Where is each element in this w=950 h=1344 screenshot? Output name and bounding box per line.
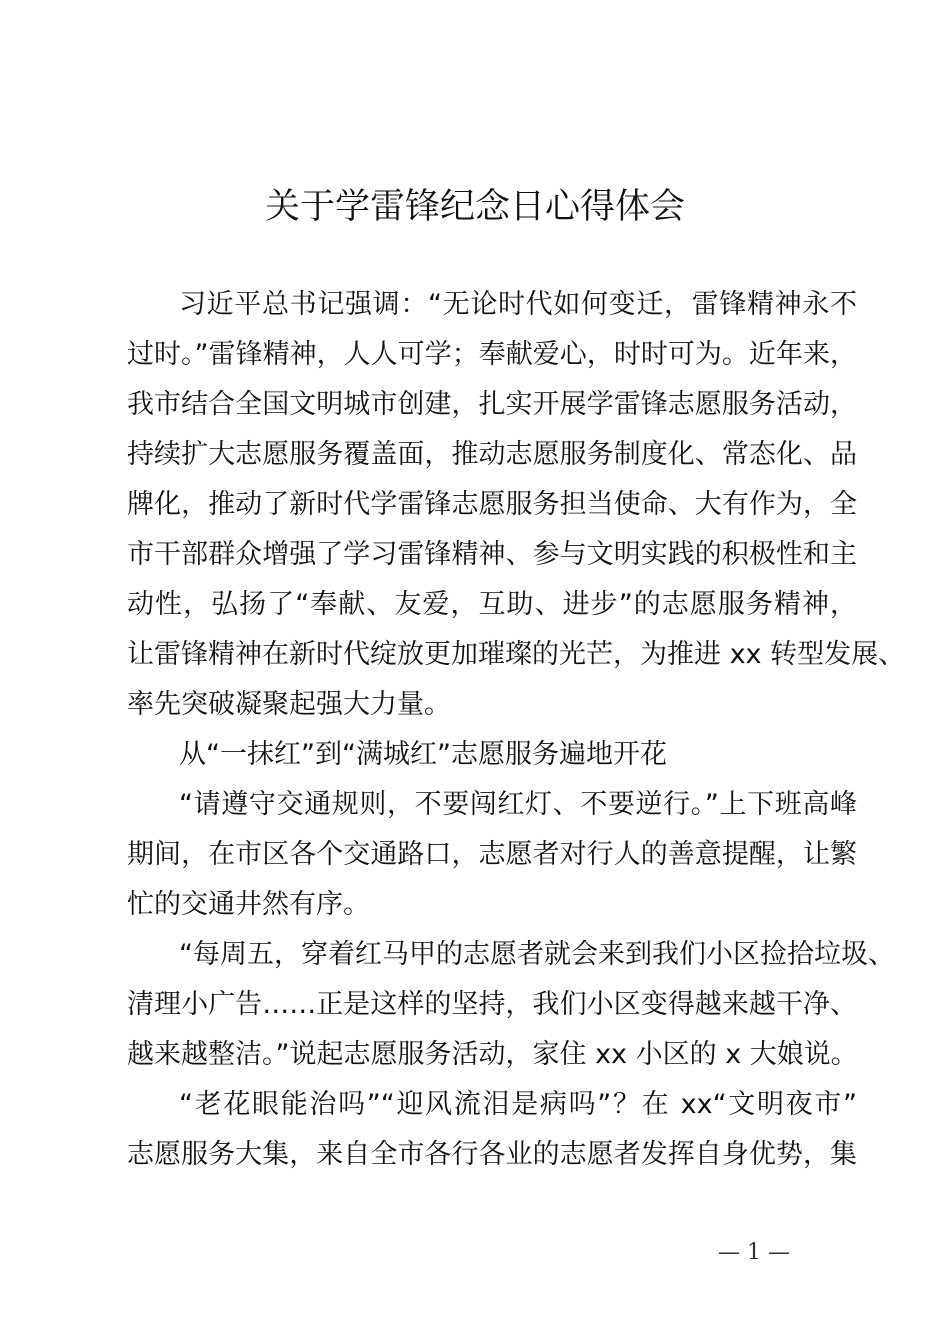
paragraph-line: 持续扩大志愿服务覆盖面，推动志愿服务制度化、常态化、品 bbox=[127, 439, 857, 470]
paragraph-line: 牌化，推动了新时代学雷锋志愿服务担当使命、大有作为，全 bbox=[127, 489, 857, 520]
paragraph-line: 越来越整洁。”说起志愿服务活动，家住 xx 小区的 x 大娘说。 bbox=[127, 1039, 858, 1070]
paragraph-line: 期间，在市区各个交通路口，志愿者对行人的善意提醒，让繁 bbox=[127, 839, 857, 870]
document-title: 关于学雷锋纪念日心得体会 bbox=[264, 187, 685, 227]
paragraph-line: 市干部群众增强了学习雷锋精神、参与文明实践的积极性和主 bbox=[127, 539, 857, 570]
paragraph-line: “老花眼能治吗”“迎风流泪是病吗”？在 xx“文明夜市” bbox=[179, 1089, 857, 1120]
paragraph-line: 志愿服务大集，来自全市各行各业的志愿者发挥自身优势，集 bbox=[127, 1139, 857, 1170]
paragraph-line: 过时。”雷锋精神，人人可学；奉献爱心，时时可为。近年来， bbox=[127, 339, 857, 370]
paragraph-line: 让雷锋精神在新时代绽放更加璀璨的光芒，为推进 xx 转型发展、 bbox=[127, 639, 906, 670]
paragraph-line: 习近平总书记强调：“无论时代如何变迁，雷锋精神永不 bbox=[179, 289, 857, 320]
document-body bbox=[127, 280, 906, 1180]
paragraph-line: 忙的交通井然有序。 bbox=[127, 889, 370, 920]
section-heading: 从“一抹红”到“满城红”志愿服务遍地开花 bbox=[179, 739, 667, 770]
paragraph-line: 率先突破凝聚起强大力量。 bbox=[127, 689, 451, 720]
paragraph-line: 清理小广告……正是这样的坚持，我们小区变得越来越干净、 bbox=[127, 989, 857, 1020]
paragraph-line: “每周五，穿着红马甲的志愿者就会来到我们小区捡拾垃圾、 bbox=[179, 939, 895, 970]
page-number: — 1 — bbox=[718, 1240, 790, 1265]
paragraph-line: 我市结合全国文明城市创建，扎实开展学雷锋志愿服务活动， bbox=[127, 389, 857, 420]
paragraph-line: 动性，弘扬了“奉献、友爱，互助、进步”的志愿服务精神， bbox=[127, 589, 857, 620]
paragraph-line: “请遵守交通规则，不要闯红灯、不要逆行。”上下班高峰 bbox=[179, 789, 857, 820]
